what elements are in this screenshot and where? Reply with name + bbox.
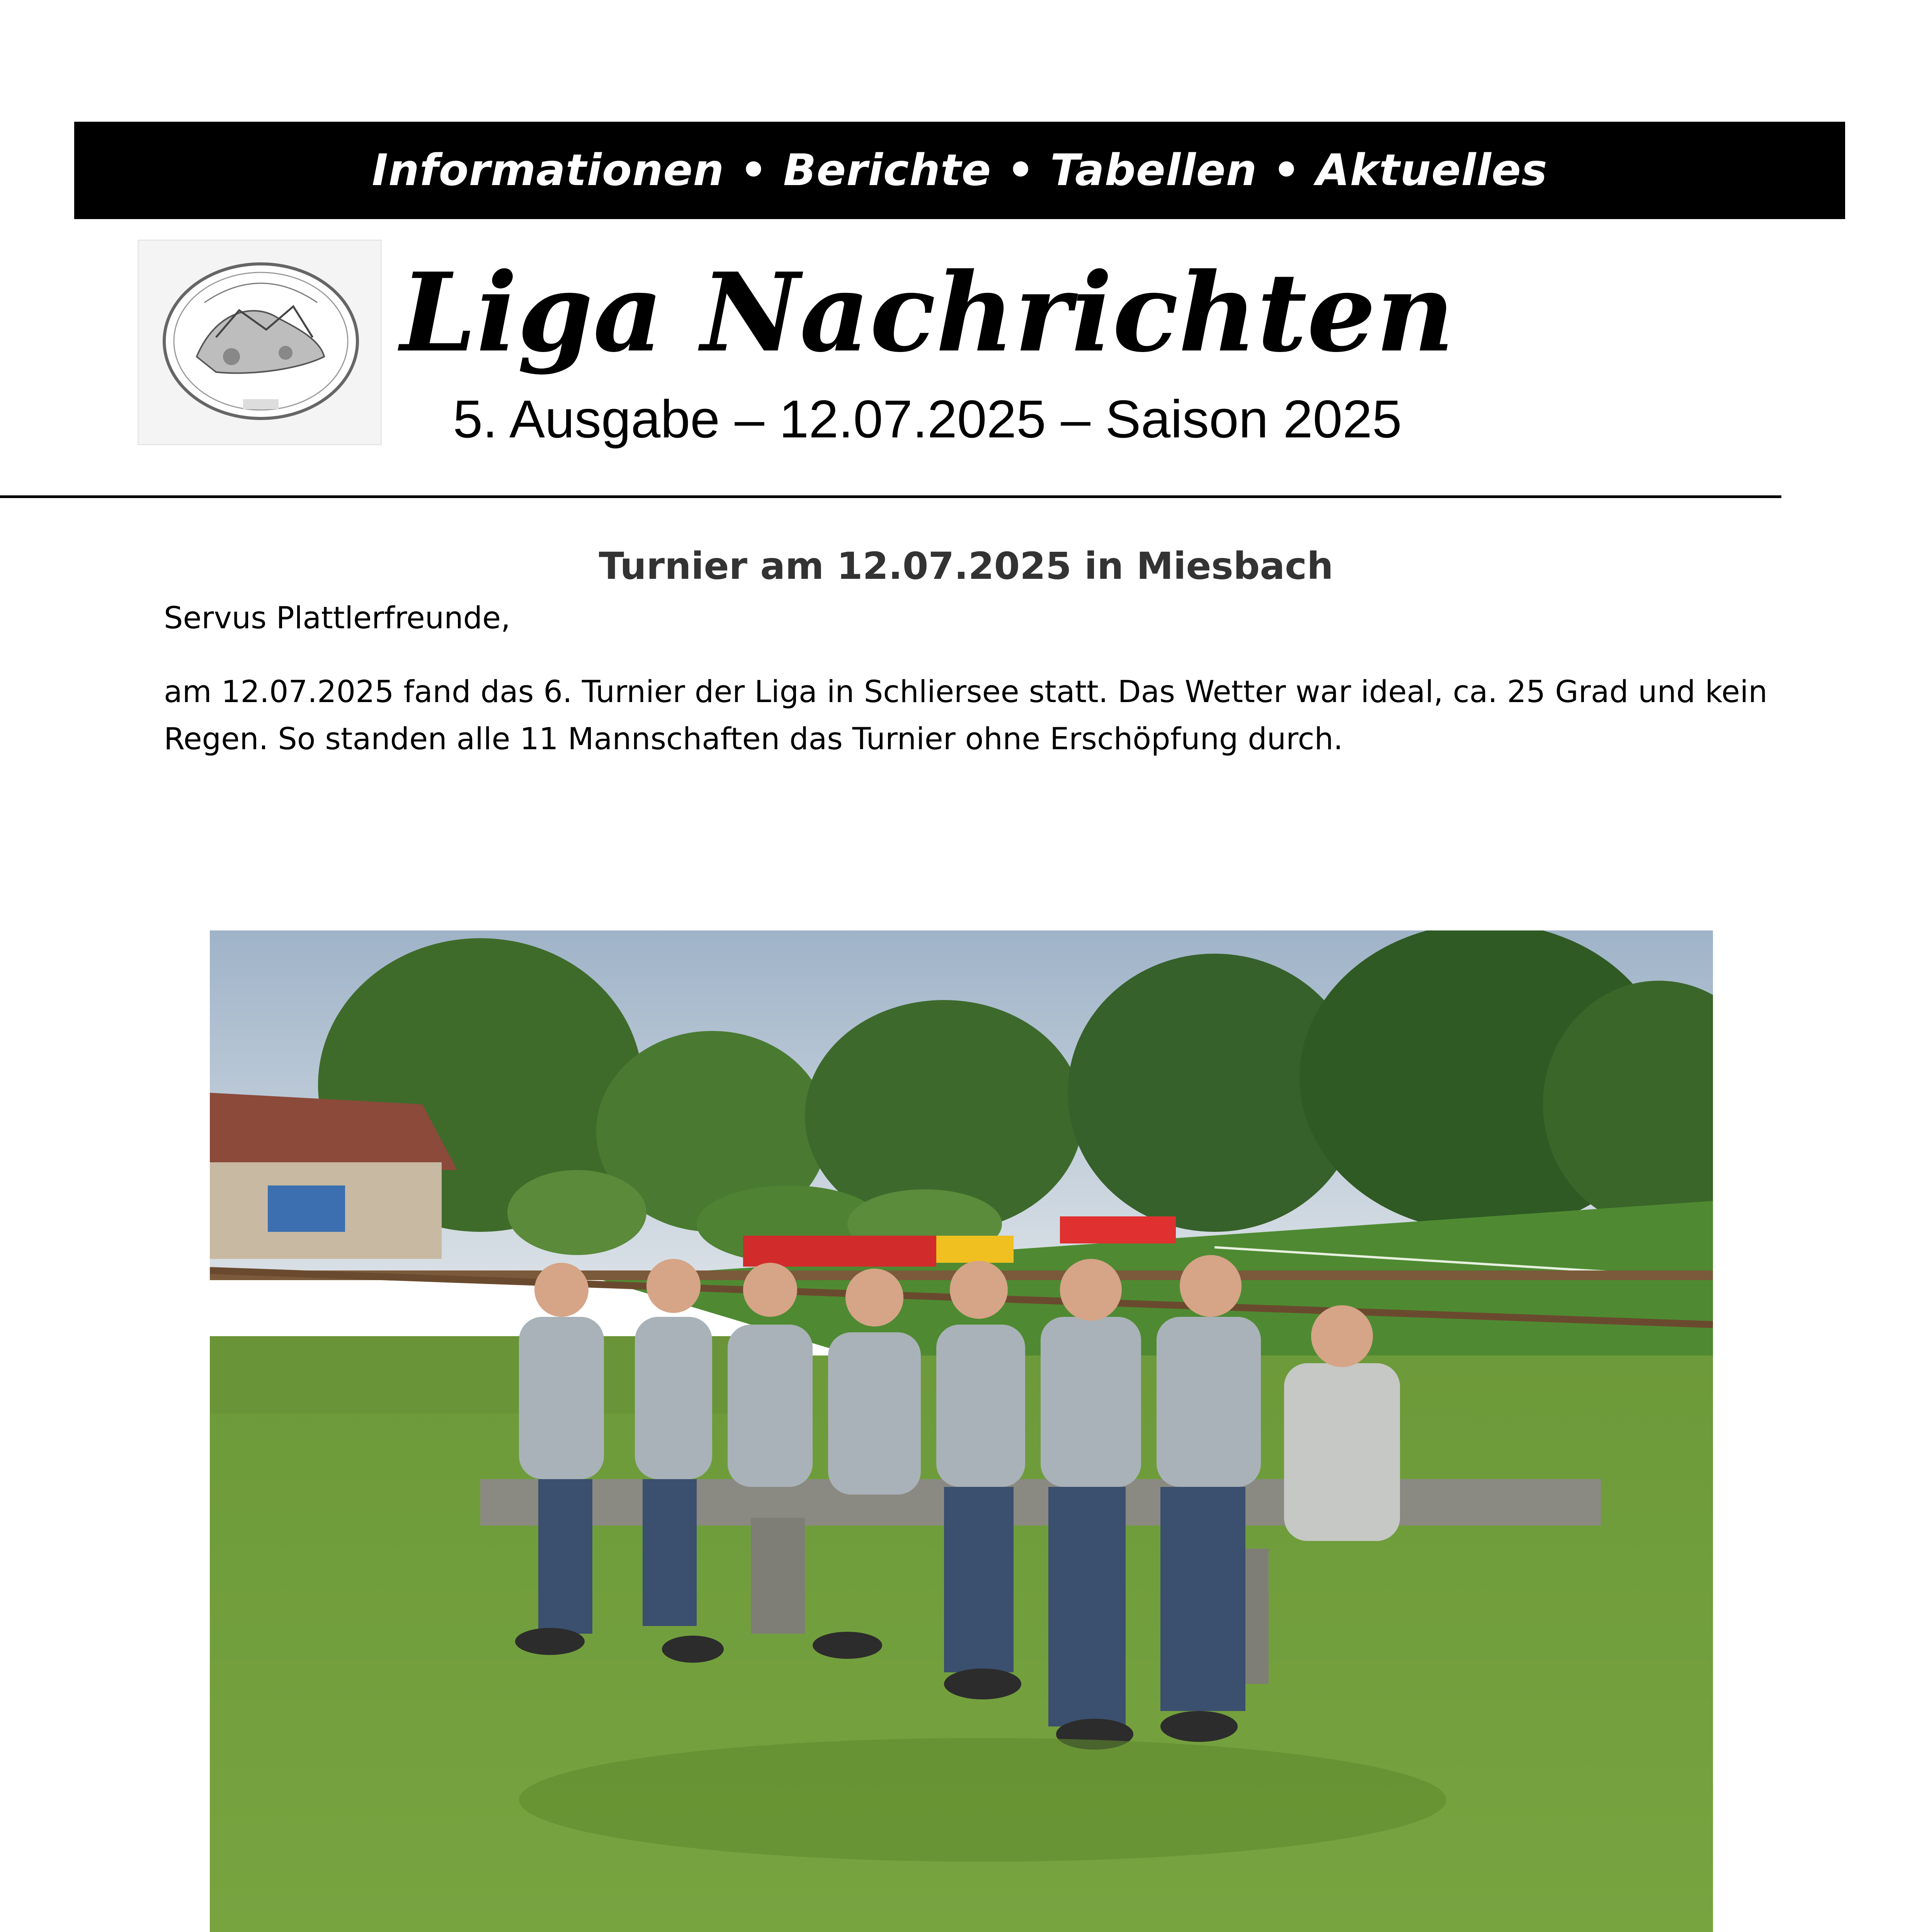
team-photo <box>210 930 1713 1932</box>
article-heading: Turnier am 12.07.2025 in Miesbach <box>599 544 1334 588</box>
header-banner <box>74 122 1845 219</box>
issue-subtitle: 5. Ausgabe – 12.07.2025 – Saison 2025 <box>453 389 1402 449</box>
article-greeting: Servus Plattlerfreunde, <box>164 601 510 636</box>
club-logo <box>138 240 382 445</box>
newsletter-title: Liga Nachrichten <box>400 249 1455 376</box>
article-body: am 12.07.2025 fand das 6. Turnier der Liga in Schliersee statt. Das Wetter war ideal, ca. 25 Grad und kein Regen. So standen alle 11 Mannschaften das Turnier ohne Erschöpfung durch. <box>164 675 1767 757</box>
banner-text: Informationen • Berichte • Tabellen • Aktuelles <box>372 145 1548 196</box>
header-divider <box>0 495 1781 498</box>
